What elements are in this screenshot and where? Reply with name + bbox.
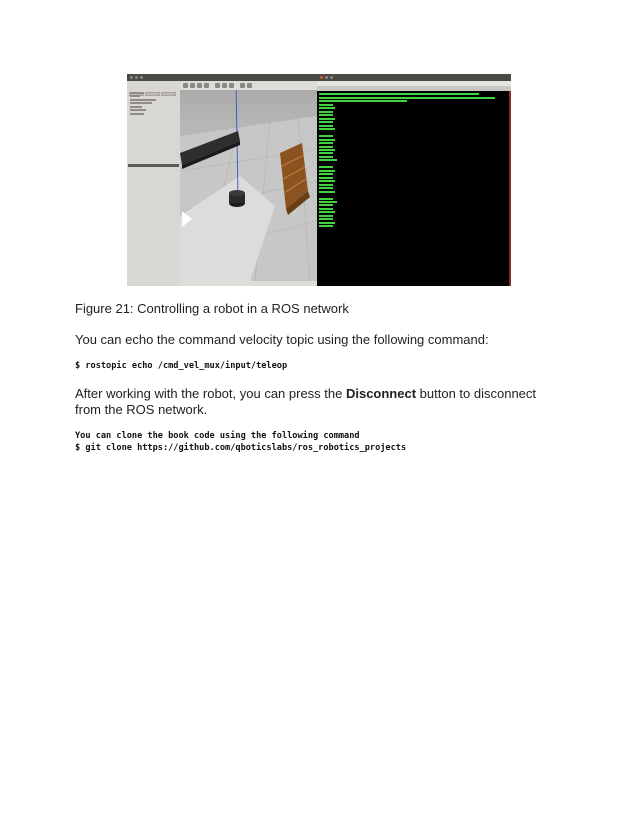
sphere-shape-icon	[222, 83, 227, 88]
gazebo-window	[127, 74, 317, 286]
gazebo-world-panel	[127, 81, 180, 286]
disconnect-text-before: After working with the robot, you can press the	[75, 386, 346, 401]
window-minimize-icon	[135, 76, 138, 79]
gazebo-titlebar	[127, 74, 317, 81]
light-icon	[240, 83, 245, 88]
terminal-output	[319, 92, 505, 229]
window-close-icon	[130, 76, 133, 79]
git-clone-command: $ git clone https://github.com/qboticslabs/ros_robotics_projects	[75, 443, 407, 453]
terminal-window	[317, 74, 511, 286]
disconnect-text-after: button to disconnect from the ROS network.	[75, 386, 537, 417]
figure-caption: Figure 21: Controlling a robot in a ROS network	[75, 301, 349, 316]
terminal-titlebar	[317, 74, 511, 81]
select-tool-icon	[183, 83, 188, 88]
terminal-maximize-icon	[330, 76, 333, 79]
gazebo-property-header	[128, 164, 179, 167]
gazebo-scene	[180, 81, 317, 281]
scale-tool-icon	[204, 83, 209, 88]
rotate-tool-icon	[197, 83, 202, 88]
gazebo-status-bar	[180, 281, 317, 286]
gazebo-panel-tabs	[129, 83, 178, 88]
disconnect-keyword: Disconnect	[345, 386, 417, 401]
gazebo-toolbar	[180, 81, 317, 90]
box-shape-icon	[215, 83, 220, 88]
terminal-tabbar	[317, 86, 511, 91]
figure-screenshot	[127, 74, 511, 286]
translate-tool-icon	[190, 83, 195, 88]
gazebo-model-tree	[130, 90, 178, 116]
screenshot-icon	[247, 83, 252, 88]
gazebo-3d-viewport	[180, 81, 317, 281]
clone-note: You can clone the book code using the following command	[75, 431, 360, 441]
rostopic-echo-command: $ rostopic echo /cmd_vel_mux/input/teleop	[75, 361, 288, 371]
window-maximize-icon	[140, 76, 143, 79]
echo-instruction: You can echo the command velocity topic using the following command:	[75, 332, 489, 347]
terminal-close-icon	[320, 76, 323, 79]
terminal-scrollbar	[509, 91, 511, 286]
cylinder-shape-icon	[229, 83, 234, 88]
terminal-minimize-icon	[325, 76, 328, 79]
disconnect-instruction	[75, 386, 565, 417]
